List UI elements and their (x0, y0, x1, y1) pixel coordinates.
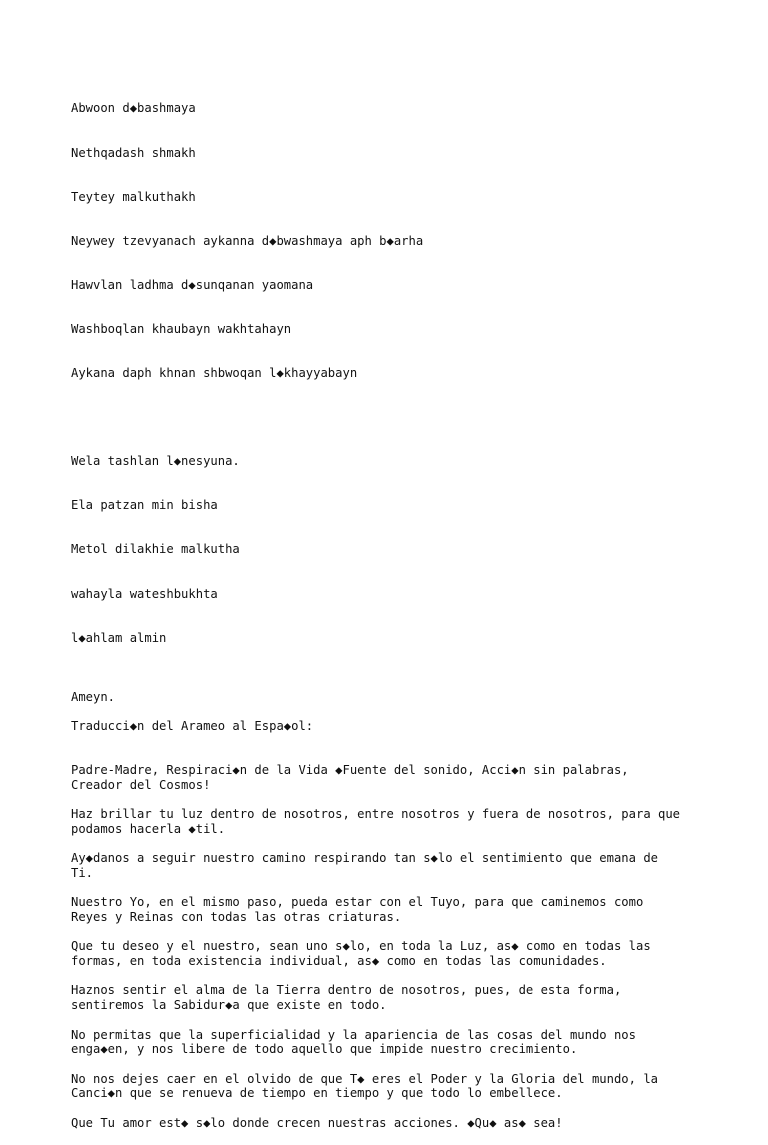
aramaic-line: Abwoon d◆bashmaya (71, 101, 196, 116)
aramaic-line: Nethqadash shmakh (71, 145, 196, 160)
ameyn-line: Ameyn. (71, 689, 116, 704)
spanish-paragraph-3: Ay◆danos a seguir nuestro camino respirando tan s◆lo el sentimiento que emana de Ti. (71, 851, 658, 880)
spanish-paragraph-5: Que tu deseo y el nuestro, sean uno s◆lo, en toda la Luz, as◆ como en todas las formas, en toda existencia individual, as◆ como en todas las comunidades. (71, 939, 651, 969)
spanish-paragraph-8: No nos dejes caer en el olvido de que T◆ eres el Poder y la Gloria del mundo, la Canci◆n que se renueva de tiempo en tiempo y que todo lo embellece. (71, 1071, 658, 1101)
aramaic-doxology-block (71, 425, 731, 675)
aramaic-line: Metol dilakhie malkutha (71, 542, 240, 557)
aramaic-line: Aykana daph khnan shbwoqan l◆khayyabayn (71, 366, 358, 381)
aramaic-line: wahayla wateshbukhta (71, 586, 218, 601)
blank-line (71, 748, 731, 763)
aramaic-line: Washboqlan khaubayn wakhtahayn (71, 321, 292, 336)
aramaic-line: Ela patzan min bisha (71, 498, 218, 513)
spanish-paragraph-6: Haznos sentir el alma de la Tierra dentro de nosotros, pues, de esta forma, sentiremos la Sabidur◆a que existe en todo. (71, 983, 622, 1013)
spanish-paragraph-4: Nuestro Yo, en el mismo paso, pueda estar con el Tuyo, para que caminemos como Reyes y Reinas con todas las otras criaturas. (71, 895, 644, 924)
spanish-paragraph-1: Padre-Madre, Respiraci◆n de la Vida ◆Fuente del sonido, Acci◆n sin palabras, Creador del Cosmos! (71, 762, 629, 792)
spanish-paragraph-7: No permitas que la superficialidad y la apariencia de las cosas del mundo nos enga◆en, y nos libere de todo aquello que impide nuestro crecimiento. (71, 1027, 636, 1057)
aramaic-line: Teytey malkuthakh (71, 189, 196, 204)
aramaic-line: Neywey tzevyanach aykanna d◆bwashmaya aph b◆arha (71, 233, 424, 248)
translation-heading: Traducci◆n del Arameo al Espa◆ol: (71, 718, 314, 733)
aramaic-line: Wela tashlan l◆nesyuna. (71, 454, 240, 469)
aramaic-line: l◆ahlam almin (71, 630, 167, 645)
aramaic-line: Hawvlan ladhma d◆sunqanan yaomana (71, 277, 314, 292)
spanish-paragraph-2: Haz brillar tu luz dentro de nosotros, entre nosotros y fuera de nosotros, para que podamos hacerla ◆til. (71, 807, 681, 836)
document-page (71, 72, 731, 1145)
aramaic-prayer-block (71, 72, 731, 410)
spanish-paragraph-9: Que Tu amor est◆ s◆lo donde crecen nuestras acciones. ◆Qu◆ as◆ sea! (71, 1115, 563, 1130)
